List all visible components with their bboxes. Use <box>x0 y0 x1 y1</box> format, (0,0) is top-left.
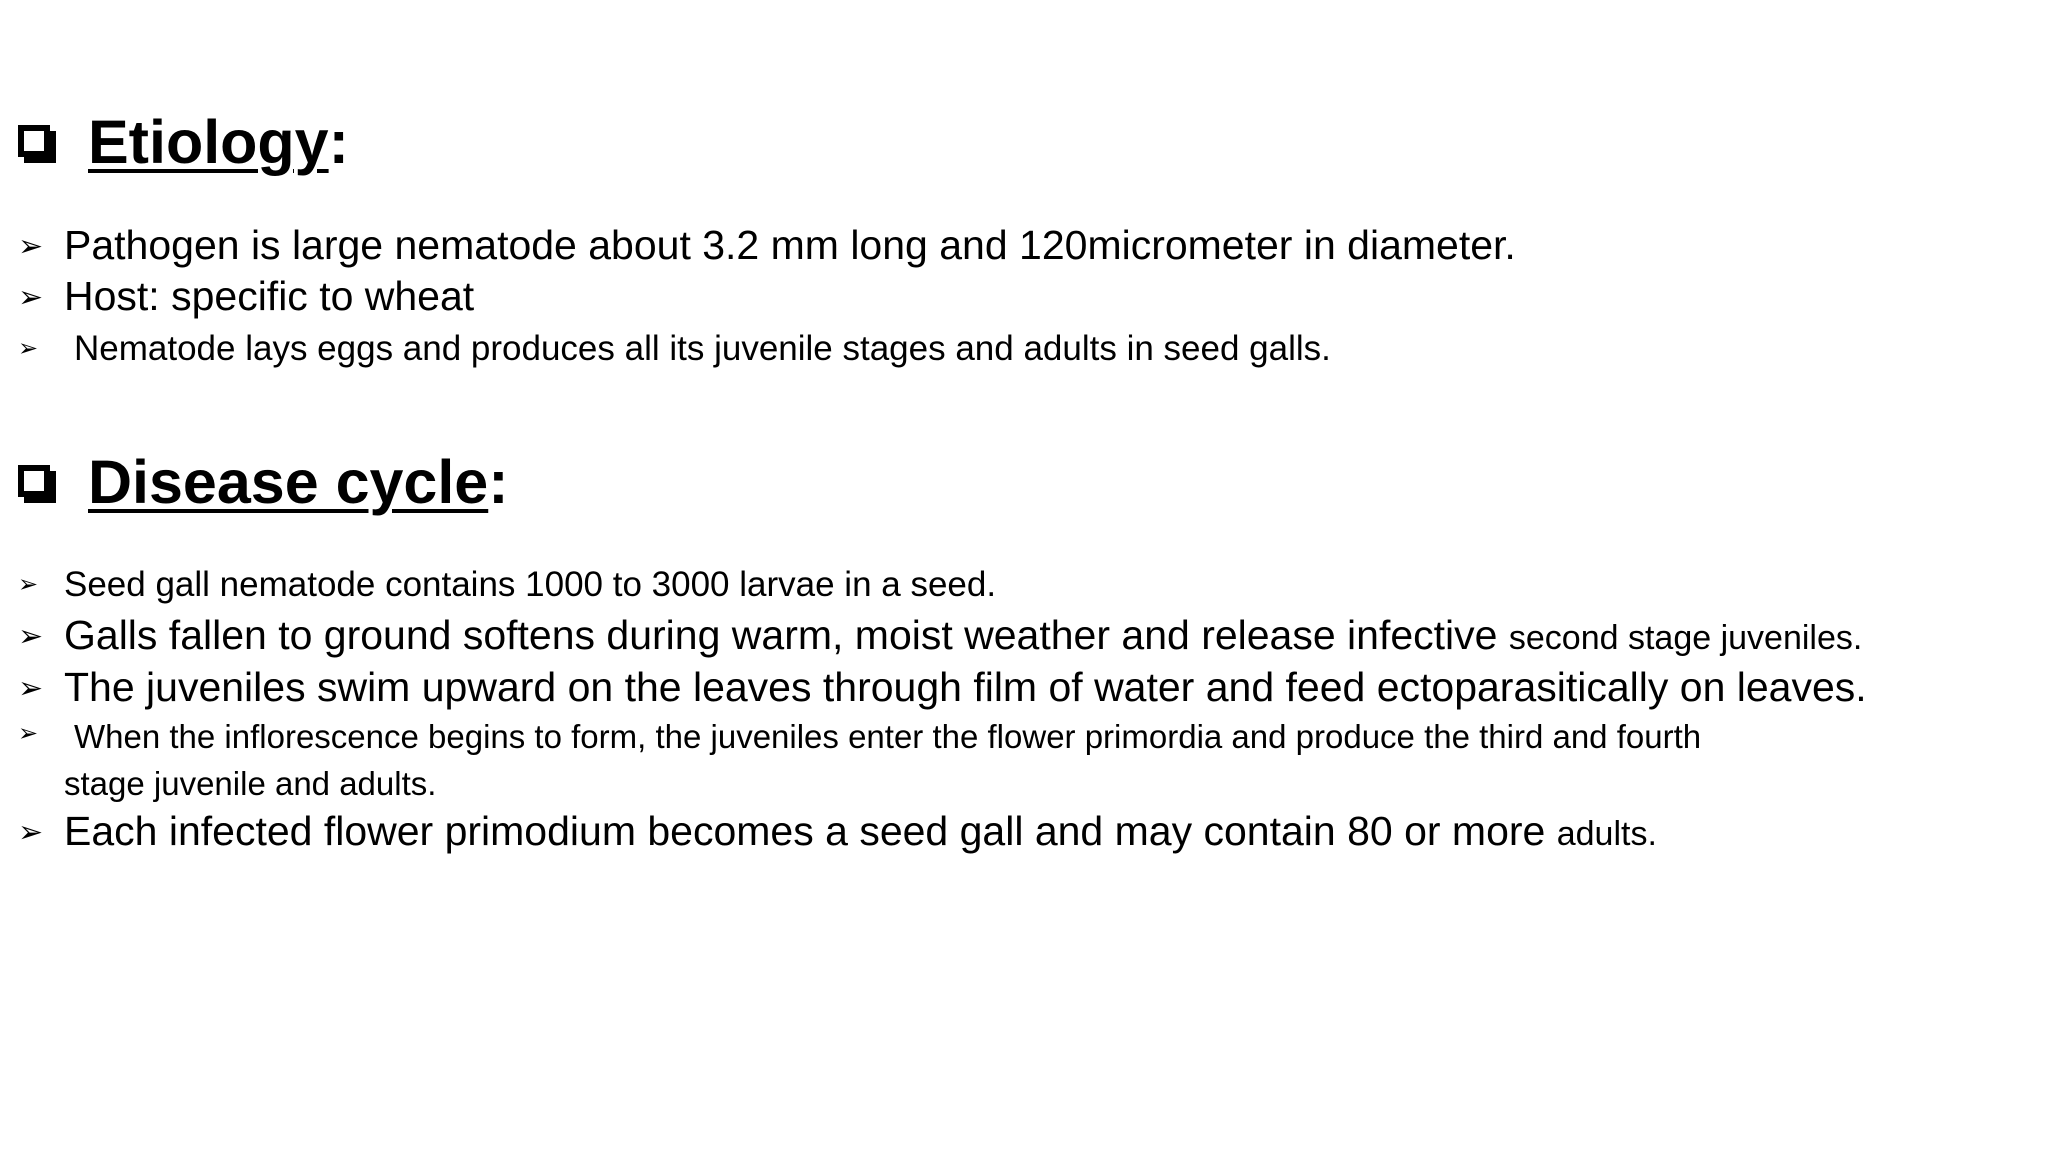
bullet-item <box>18 273 2028 320</box>
bullet-text: Pathogen is large nematode about 3.2 mm long and 120micrometer in diameter. <box>64 222 1516 268</box>
bullet-text: Host: specific to wheat <box>64 273 475 319</box>
arrowhead-bullet-icon: ➢ <box>18 719 39 747</box>
bullet-text <box>64 808 1657 855</box>
bullet-text: Nematode lays eggs and produces all its juvenile stages and adults in seed galls. <box>74 329 1331 368</box>
arrowhead-bullet-icon: ➢ <box>18 280 44 315</box>
bullet-item <box>18 664 2028 711</box>
bullet-item <box>18 329 2028 369</box>
bullet-text-tail: second stage juveniles. <box>1508 619 1863 657</box>
heading-etiology-text: Etiology <box>88 108 329 176</box>
checkbox-square-icon <box>18 465 50 497</box>
bullet-text-tail: adults. <box>1556 815 1657 853</box>
bullet-item <box>18 222 2028 269</box>
heading-etiology <box>18 108 349 176</box>
bullet-text-main: Galls fallen to ground softens during warm, moist weather and release infective <box>64 612 1498 658</box>
heading-colon: : <box>328 108 349 176</box>
bullet-item <box>18 612 2028 659</box>
arrowhead-bullet-icon: ➢ <box>18 570 39 598</box>
bullet-text: The juveniles swim upward on the leaves through film of water and feed ectoparasitically on leaves. <box>64 664 1867 710</box>
arrowhead-bullet-icon: ➢ <box>18 619 44 654</box>
arrowhead-bullet-icon: ➢ <box>18 815 44 850</box>
bullet-text-tail: stage juvenile and adults. <box>64 764 437 802</box>
bullet-text: Seed gall nematode contains 1000 to 3000 larvae in a seed. <box>64 565 997 604</box>
arrowhead-bullet-icon: ➢ <box>18 229 44 264</box>
bullet-item <box>18 714 2028 808</box>
bullet-item <box>18 565 2028 605</box>
checkbox-square-icon <box>18 125 50 157</box>
bullet-text <box>64 612 1862 659</box>
heading-disease-cycle <box>18 448 509 516</box>
bullet-text <box>64 714 1701 808</box>
bullet-text-main: When the inflorescence begins to form, the juveniles enter the flower primordia and produce the third and fourth <box>74 718 1702 755</box>
arrowhead-bullet-icon: ➢ <box>18 671 44 706</box>
heading-disease-cycle-text: Disease cycle <box>88 448 489 516</box>
bullet-text-main: Each infected flower primodium becomes a seed gall and may contain 80 or more <box>64 808 1546 854</box>
bullet-item <box>18 808 2028 855</box>
heading-colon: : <box>488 448 509 516</box>
arrowhead-bullet-icon: ➢ <box>18 334 39 362</box>
